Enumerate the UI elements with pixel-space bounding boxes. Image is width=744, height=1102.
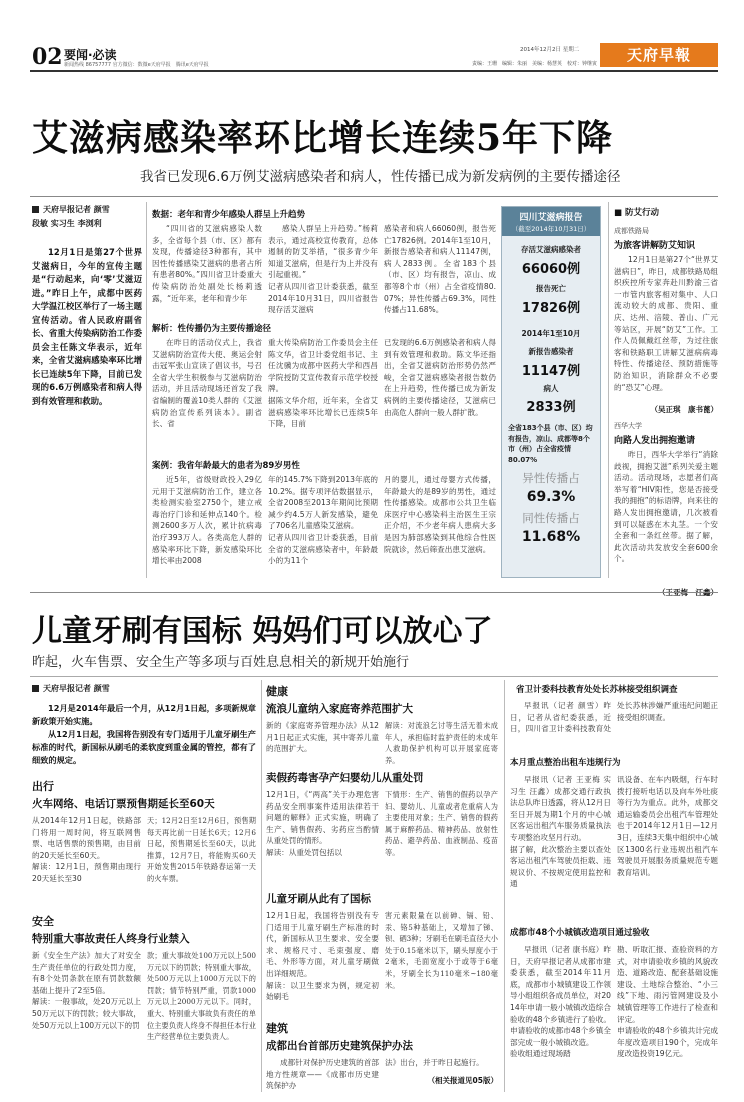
square-bullet-icon (32, 206, 39, 213)
aids-headline: 艾滋病感染率环比增长连续5年下降 (32, 117, 614, 159)
aids-top-rule (30, 196, 718, 197)
sidebar1-body: 12月1日是第27个“世界艾滋病日”，昨日，成都铁路局组织疾控所专家奔赴川黔渝三省一市管内旅客相对集中、人口流动较大的成都、贵阳、重庆、达州、涪陵、普山、广元等站区，开展“防艾”工作。工作人员佩戴红丝带，为过往旅客和铁路职工讲解艾滋病病毒特性、传播途径、预防措施等防治知识，消除群众不必要的“恐艾”心理。 (614, 255, 718, 392)
trip-col1: 从2014年12月1日起，铁路部门将用一周时间，将互联网售票、电话售票的预售期，由目前的20天延长至60天。 解读：12月1日，预售期由现行20天延长至30 (32, 816, 141, 883)
report-hetero-value: 69.3% (526, 489, 576, 505)
build-credit: （相关报道见05版） (427, 1076, 498, 1085)
toothbrush-divider-2 (504, 680, 505, 1092)
report-homo-value: 11.68% (521, 529, 581, 545)
brush-col2: 害元素限量在以前砷、镉、铅、汞、铬5种基础上，又增加了锑、钡、硒3种；牙刷毛在刷毛直径大小处于0.15毫米以下，刷头厚度小于2毫米，毛面宽度小于或等于6毫米，牙刷全长为110毫米~180毫米。 (385, 911, 498, 990)
aids-sec2-col3: 已发现的6.6万例感染者和病人得到有效管理和救助。陈文华还指出，全省艾滋病防治形势仍然严峻，全省艾滋病感染者报告数仍在上升趋势，性传播已成为新发病例的主要传播途径，艾滋病已由高危人群向一般人群扩散。 (384, 338, 496, 417)
toothbrush-byline (32, 683, 256, 694)
toothbrush-byline-name: 天府早报记者 颜雪 (43, 684, 110, 693)
health-tag: 健康 (266, 685, 288, 698)
report-subtitle: （截至2014年10月31日） (502, 224, 600, 236)
header-rule (30, 70, 718, 72)
report-homo-label: 同性传播占 (522, 511, 580, 525)
safety-col2: 款；重大事故处100万元以上500万元以下的罚款；特别重大事故，处500万元以上1000万元以下的罚款；情节特别严重，罚款1000万元以上2000万元以下。同时，重大、特别重大事故负有责任的单位主要负责人终身不得担任本行业生产经营单位主要负责人。 (147, 951, 256, 1042)
toothbrush-lead2: 从12月1日起，我国将告别没有专门适用于儿童牙刷生产标准的时代，新国标从刷毛的柔软度到重金属的管控，都有了细致的规定。 (32, 729, 256, 765)
aids-byline-line2: 段敏 实习生 李浏利 (32, 219, 102, 228)
hotlines-text: 新闻热线 86757777 官方微信：数微e天府早报 腾讯e天府早报 (64, 62, 209, 68)
aids-report-box (501, 206, 601, 578)
brief3-col1: 早报讯（记者 康书庭）昨日，天府早报记者从成都市建委获悉，截至2014年11月底，成都市小城镇建设工作领导小组组织各成员单位，对2014年申请一般小城镇改造综合验收的48个乡镇进行了验收。申请验收的成都市48个乡镇全部完成一般小城镇改造。 验收组通过现场踏 (510, 945, 611, 1059)
report-survivors-value: 66060例 (521, 262, 581, 277)
report-patient-value: 2833例 (526, 400, 576, 415)
brief2-col2: 讯设备、在车内吸烟，行车时拨打接听电话以及向车外吐痰等行为为重点。此外，成都交通运输委员会出租汽车管理处也于2014年12月1日—12月3日，连续3天集中组织中心城区1300名行业违规出租汽车驾驶员开展服务质量规范专题教育培训。 (617, 775, 718, 877)
brief3-col2: 勘、听取汇报、查验资料的方式，对申请验收乡镇的风貌改造、道路改造、配套基础设施建设、土地综合整治、“小三线”下地、雨污管网建设及小城镇管理等工作进行了检查和评定。 申请验收的48个乡镇共计完成年度改造项目190个，完成年度改造投资19亿元。 (617, 945, 718, 1059)
brief1-heading: 省卫计委科技教育处处长苏林接受组织调查 (516, 685, 678, 695)
aids-sec3-col2: 年的145.7%下降到2013年底的10.2%。据专项评估数据显示，全省2008至2013年期间比预期减少约4.5万人新发感染，避免了706名儿童感染艾滋病。 记者从四川省卫计委获悉，目前全省的艾滋病感染者中，年龄最小的为11个 (268, 475, 378, 566)
report-year-label: 2014年1至10月 (521, 329, 581, 338)
build-col2: 法》出台，并于昨日起施行。 (385, 1058, 484, 1067)
brief2-heading: 本月重点整治出租车违规行为 (510, 758, 621, 768)
brief3-heading: 成都市48个小城镇改造项目通过验收 (510, 928, 650, 938)
brush-heading: 儿童牙刷从此有了国标 (266, 893, 371, 905)
toothbrush-divider-1 (261, 680, 262, 1092)
health-col1: 新的《家庭寄养管理办法》从12月1日起正式实施，其中寄养儿童的范围扩大。 (266, 721, 379, 754)
toothbrush-rule (30, 676, 718, 677)
aids-sec3-col1: 近5年，省级财政投入29亿元用于艾滋病防治工作，建立各类检测实验室2750个，建立戒毒治疗门诊和延伸点140个。检测2600多万人次，累计抗病毒治疗393万人。各类高危人群的感染率环比下降，新发感染环比增长率由2008 (152, 475, 262, 566)
build-heading: 成都出台首部历史建筑保护办法 (266, 1040, 413, 1052)
brush-col1: 12月1日起，我国将告别没有专门适用于儿童牙刷生产标准的时代，新国标从卫生要求、安全要求、规格尺寸、毛束强度、磨毛、外形等方面，对儿童牙刷做出详细规范。 解读：以卫生要求为例，规定初始刷毛 (266, 911, 379, 1002)
story-divider (30, 592, 718, 593)
page-number: 02 (32, 44, 63, 70)
toothbrush-lead1: 12月是2014年最后一个月，从12月1日起，多项新规章新政策开始实施。 (32, 703, 256, 726)
aids-sec1-heading: 数据：老年和青少年感染人群呈上升趋势 (152, 210, 306, 220)
aids-sec1-col1: “四川省的艾滋病感染人数多，全省每个县（市、区）都有发现，传播途径3种都有，其中因性传播感染艾滋病的患者占所有患者80%。”四川省卫计委重大传染病防治处副处长杨莉透露，“近年来，老年和青少年 (152, 224, 262, 303)
sidebar1-source: 成都铁路局 (614, 227, 649, 235)
sidebar1-credit: （吴正琪 康书蓖） (650, 405, 718, 414)
aids-sec1-col3: 感染者和病人66060例，报告死亡17826例。2014年1至10月，新报告感染者和病人11147例，病人2833例。全省183个县（市、区）均有报告，凉山、成都等8个市（州）占全省疫情80.07%；异性传播占69.3%，同性传播占11.68%。 (384, 224, 496, 315)
report-deaths-label: 报告死亡 (536, 284, 566, 293)
aids-sidebar-divider (608, 202, 609, 578)
sidebar2-heading: 向路人发出拥抱邀请 (614, 436, 696, 446)
trip-heading: 火车网络、电话订票预售期延长至60天 (32, 798, 215, 810)
brief2-col1: 早报讯（记者 王亚梅 实习生 汪鑫）成都交通行政执法总队昨日透露，将从12月日至日开展为期1个月的中心城区客运出租汽车服务质量执法专项整治攻坚月行动。 据了解，此次整治主要以查处客运出租汽车驾驶员拒载、违规议价、不按规定使用监控和通 (510, 775, 611, 889)
aids-sec1-col2: 感染人群呈上升趋势。”杨莉表示，通过高校宣传教育，总体遏制的防艾举措，“很多青少年知道艾滋病，但是行为上并没有引起重视。” 记者从四川省卫计委获悉，截至2014年10月31日，四川省报告现存活艾滋病 (268, 224, 378, 315)
report-hetero-label: 异性传播占 (522, 471, 580, 485)
aids-byline-line1 (32, 204, 142, 215)
report-new-label: 新报告感染者 (528, 347, 574, 356)
brief1-body: 早报讯（记者 颜雪）昨日，记者从省纪委获悉，近日，四川省卫计委科技教育处处长苏林涉嫌严重违纪问题正接受组织调查。 (510, 701, 718, 734)
sidebar-title: ■ 防艾行动 (614, 208, 659, 218)
sidebar2-source: 西华大学 (614, 422, 642, 430)
briefs-column (510, 683, 718, 1102)
aids-byline-name: 天府早报记者 颜雪 (43, 205, 110, 214)
report-patient-label: 病人 (543, 384, 559, 393)
report-deaths-value: 17826例 (521, 301, 581, 316)
safety-col1: 新《安全生产法》加大了对安全生产责任单位的行政处罚力度，有8个处罚条款在原有罚款数额基础上提升了2至5倍。 解读：一般事故，处20万元以上50万元以下的罚款；较大事故，处50万元以上100万元以下的罚 (32, 951, 141, 1030)
masthead-logo: 天府早報 (600, 43, 718, 67)
toothbrush-subheadline: 昨起，火车售票、安全生产等多项与百姓息息相关的新规开始施行 (32, 655, 410, 670)
build-tag: 建筑 (266, 1022, 288, 1035)
toothbrush-headline: 儿童牙刷有国标 妈妈们可以放心了 (32, 614, 493, 649)
health-heading: 流浪儿童纳入家庭寄养范围扩大 (266, 703, 413, 715)
trip-tag: 出行 (32, 780, 54, 793)
aids-sidebar (614, 206, 718, 598)
fakedrug-heading: 卖假药毒害孕产妇婴幼儿从重处罚 (266, 772, 424, 784)
section-label: 要闻·必读 (64, 48, 117, 62)
fakedrug-col1: 12月1日，《“两高”关于办理危害药品安全刑事案件适用法律若干问题的解释》正式实施，明确了生产、销售假药、劣药应当酌情从重处罚的情形。 解读：从重处罚包括以 (266, 790, 379, 857)
issue-date: 2014年12月2日 星期二 (520, 47, 580, 53)
report-new-value: 11147例 (521, 364, 581, 379)
report-title: 四川艾滋病报告 (502, 207, 600, 224)
safety-heading: 特别重大事故责任人终身行业禁入 (32, 933, 190, 945)
health-col2: 解读：对流浪乞讨等生活无着未成年人，承担临时监护责任的未成年人救助保护机构可以开展家庭寄养。 (385, 721, 498, 765)
trip-col2: 天；12月2日至12月6日，预售期每天再比前一日延长6天；12月6日起，预售期延长至60天，以此推算，12月7日，将能购买60天开始发售2015年铁路春运第一天的火车票。 (147, 816, 256, 883)
build-col1: 成都针对保护历史建筑的首部地方性规章——《成都市历史建筑保护办 (266, 1058, 379, 1091)
sidebar1-heading: 为旅客讲解防艾知识 (614, 241, 696, 251)
aids-sec3-heading: 案例：我省年龄最大的患者为89岁男性 (152, 461, 300, 471)
toothbrush-mid (266, 683, 498, 1093)
editors-text: 责编：王珊 编辑：朱丽 美编：杨慧英 校对：钟继寅 (472, 61, 598, 67)
aids-lead: 12月1日是第27个世界艾滋病日，今年的宣传主题是“行动起来，向‘零’艾滋迈进。”昨日上午，成都中医药大学温江校区举行了一场主题宣传活动。省人民政府副省长、省重大传染病防治工作委员会主任陈文华表示，近年来，全省艾滋病感染率环比增长已连续5年下降，目前已发现的6.6万例感染者和病人得到有效管理和救助。 (32, 247, 142, 406)
aids-byline (32, 204, 142, 229)
page-header (0, 0, 744, 70)
toothbrush-left (32, 683, 256, 1080)
report-coverage: 全省183个县（市、区）均有报告，凉山、成都等8个市（州）占全省疫情80.07% (508, 424, 593, 464)
safety-tag: 安全 (32, 915, 54, 928)
report-survivors-label: 存活艾滋病感染者 (521, 245, 581, 254)
aids-sec3-col3: 月的婴儿，通过母婴方式传播，年龄最大的是89岁的男性，通过性传播感染。成都市公共卫生临床医疗中心感染科主治医生王宗正介绍，不少老年病人患病大多是因为肺部感染到其他综合性医院就诊，然后筛查出患艾滋病。 (384, 475, 496, 554)
aids-col-divider (146, 202, 147, 578)
square-bullet-icon (32, 685, 39, 692)
sidebar2-body: 昨日，西华大学举行“消除歧视，拥抱艾滋”系列关爱主题活动。活动现场，志愿者们高举写着“HIV阳性，您是否接受我的拥抱”的标语牌，向来往的路人发出拥抱邀请，几次被看到可以疑惑在木丸茎。一个安全套和一条红丝带。据了解，此次活动共发放安全套600余个。 (614, 450, 718, 564)
aids-subheadline: 我省已发现6.6万例艾滋病感染者和病人，性传播已成为新发病例的主要传播途径 (140, 169, 621, 185)
aids-sec2-col1: 在昨日的活动仪式上，我省艾滋病防治宣传大使、奥运会射击冠军张山宣读了倡议书，号召全省大学生积极参与艾滋病防治活动，并且活动现场还首发了我省编制的覆盖10类人群的《艾滋病防治宣传系列读本》。副省长、省 (152, 338, 262, 429)
aids-sec2-heading: 解析：性传播仍为主要传播途径 (152, 324, 272, 334)
aids-sec2-col2: 重大传染病防治工作委员会主任陈文华，省卫计委党组书记、主任沈骥为成都中医药大学和西昌学院授防艾宣传教育示范学校授牌。 据陈文华介绍，近年来，全省艾滋病感染率环比增长已连续5年下降，目前 (268, 338, 378, 429)
fakedrug-col2: 下情形：生产、销售的假药以孕产妇、婴幼儿、儿童或者危重病人为主要使用对象；生产、销售的假药属于麻醉药品、精神药品、放射性药品、避孕药品、血液制品、疫苗等。 (385, 790, 498, 857)
